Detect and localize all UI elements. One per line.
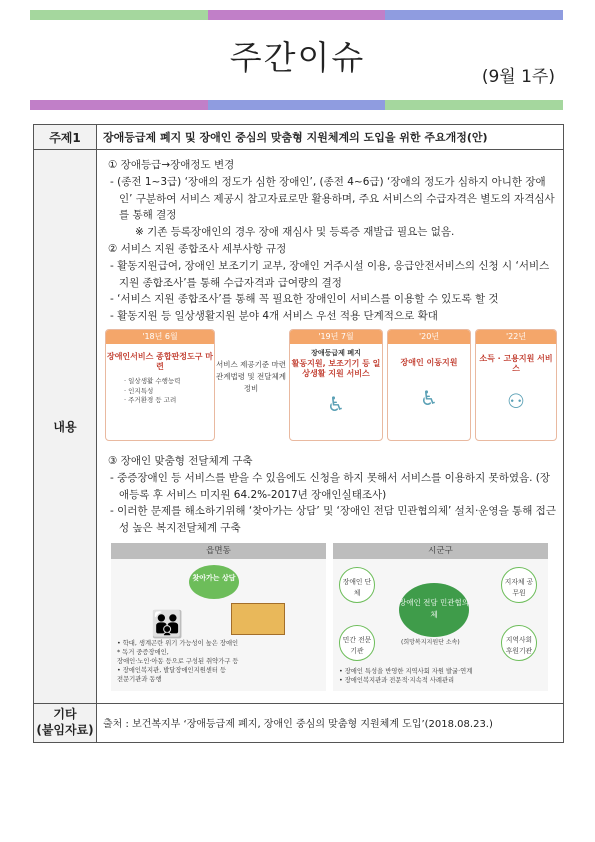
node-local-official: 지자체 공무원 <box>501 567 537 603</box>
section1-bullet: - (종전 1~3급) ‘장애의 정도가 심한 장애인’, (종전 4~6급) ‘장애의 정도가 심하지 아니한 장애인’ 구분하여 서비스 제공시 참고자료로만 활용하며, 주요 서비스의 수급자격은 별도의 자격심사를 통해 결정 <box>110 175 555 222</box>
section2-bullet: - 활동지원 등 일상생활지원 분야 4개 서비스 우선 적용 단계적으로 확대 <box>110 310 438 323</box>
section2-heading: ② 서비스 지원 종합조사 세부사항 규정 <box>108 242 287 255</box>
timeline-date: '20년 <box>388 330 470 344</box>
content-label: 내용 <box>34 150 97 704</box>
diagram-right-notes <box>339 667 472 685</box>
timeline-item: · 주거환경 등 고려 <box>124 396 177 405</box>
timeline-item: · 일상생활 수행능력 <box>124 376 181 385</box>
week-label: (9월 1주) <box>481 67 555 87</box>
timeline-date: '19년 7월 <box>290 330 382 344</box>
section3-heading: ③ 장애인 맞춤형 전달체계 구축 <box>108 454 253 467</box>
note-line: 전문기관과 동행 <box>117 676 162 684</box>
node-private-expert: 민간 전문기관 <box>339 625 375 661</box>
timeline-step-4 <box>475 329 557 441</box>
note-line: 장애인·노인·아동 등으로 구성된 취약가구 등 <box>117 658 239 666</box>
timeline-step-3 <box>387 329 471 441</box>
wheelchair-icon: ♿ <box>327 391 345 416</box>
issue-table <box>33 124 564 743</box>
note-line: • 장애인복지관, 발달장애인지원센터 등 <box>117 667 227 675</box>
note-line: • 장애인 특성을 반영한 지역사회 자원 발굴·연계 <box>339 667 473 675</box>
center-council: 장애인 전담 민관협의체 <box>399 583 469 637</box>
section2-bullet: - 활동지원급여, 장애인 보조기기 교부, 장애인 거주시설 이용, 응급안전서비스의 신청 시 ‘서비스 지원 종합조사’를 통해 수급자격과 급여량의 결정 <box>110 259 550 289</box>
timeline-pre: 장애등급제 폐지 <box>311 348 361 357</box>
diagram-left-notes <box>117 639 239 685</box>
timeline-item: · 인지특성 <box>124 386 154 395</box>
diagram-left-heading: 읍면동 <box>111 543 326 559</box>
timeline-title: 장애인서비스 종합판정도구 마련 <box>106 351 214 372</box>
content-cell <box>97 150 564 704</box>
etc-label: 기타 (붙임자료) <box>34 703 97 742</box>
note-line: • 장애인복지관과 전문적·지속적 사례관리 <box>339 677 455 685</box>
mobility-icon: ♿ <box>420 386 438 411</box>
timeline-step-2 <box>289 329 383 441</box>
section3-bullet: - 이러한 문제를 해소하기위해 ‘찾아가는 상담’ 및 ‘장애인 전담 민관협의체’ 설치·운영을 통해 접근성 높은 복지전달체계 구축 <box>110 505 556 535</box>
topic-text: 장애등급제 폐지 및 장애인 중심의 맞춤형 지원체계의 도입을 위한 주요개정(안) <box>97 125 564 150</box>
diagram-right-heading: 시군구 <box>333 543 548 559</box>
timeline-date: '18년 6월 <box>106 330 214 344</box>
timeline-date: '22년 <box>476 330 556 344</box>
section1-heading: ① 장애등급→장애정도 변경 <box>108 159 235 171</box>
timeline-step-1 <box>105 329 215 441</box>
note-line: * 독거 중증장애인, <box>117 649 169 657</box>
bottom-color-bar <box>30 100 563 110</box>
section2-bullet: - ‘서비스 지원 종합조사’를 통해 꼭 필요한 장애인이 서비스를 이용할 수 있도록 할 것 <box>110 293 499 306</box>
employment-icon: ⚇ <box>507 388 525 413</box>
note-line: • 학대, 생계곤란 위기 가능성이 높은 장애인 <box>117 639 239 647</box>
node-disability-org: 장애인 단체 <box>339 567 375 603</box>
visiting-consult-bubble: 찾아가는 상담 <box>189 565 239 599</box>
timeline-mid-text: 서비스 제공기준 마련 관계법령 및 전달체계 정비 <box>216 359 286 393</box>
page-title: 주간이슈 <box>229 38 366 77</box>
timeline-title: 활동지원, 보조기기 등 일상생활 지원 서비스 <box>291 359 381 379</box>
delivery-system-diagram <box>103 543 557 693</box>
diagram-left-panel <box>111 543 326 691</box>
diagram-right-panel <box>333 543 548 691</box>
topic-label: 주제1 <box>34 125 97 150</box>
timeline-items <box>106 377 214 406</box>
timeline-graphic <box>103 329 557 447</box>
people-icon: 👪 <box>151 609 184 640</box>
section3-bullet: - 중증장애인 등 서비스를 받을 수 있음에도 신청을 하지 못해서 서비스를 이용하지 못하였음. (장애등록 후 서비스 미지원 64.2%-2017년 장애인실태조사) <box>110 471 551 501</box>
top-color-bar <box>30 10 563 20</box>
house-icon <box>231 603 285 635</box>
node-community-sponsor: 지역사회 후원기관 <box>501 625 537 661</box>
timeline-title: 소득 · 고용지원 서비스 <box>479 353 553 374</box>
source-text: 출처 : 보건복지부 ‘장애등급제 폐지, 장애인 중심의 맞춤형 지원체계 도입’(2018.08.23.) <box>97 703 564 742</box>
center-sub: (희망복지지원단 소속) <box>401 638 460 646</box>
timeline-title: 장애인 이동지원 <box>400 357 458 367</box>
section1-note: ※ 기존 등록장애인의 경우 장애 재심사 및 등록증 재발급 필요는 없음. <box>135 226 455 239</box>
